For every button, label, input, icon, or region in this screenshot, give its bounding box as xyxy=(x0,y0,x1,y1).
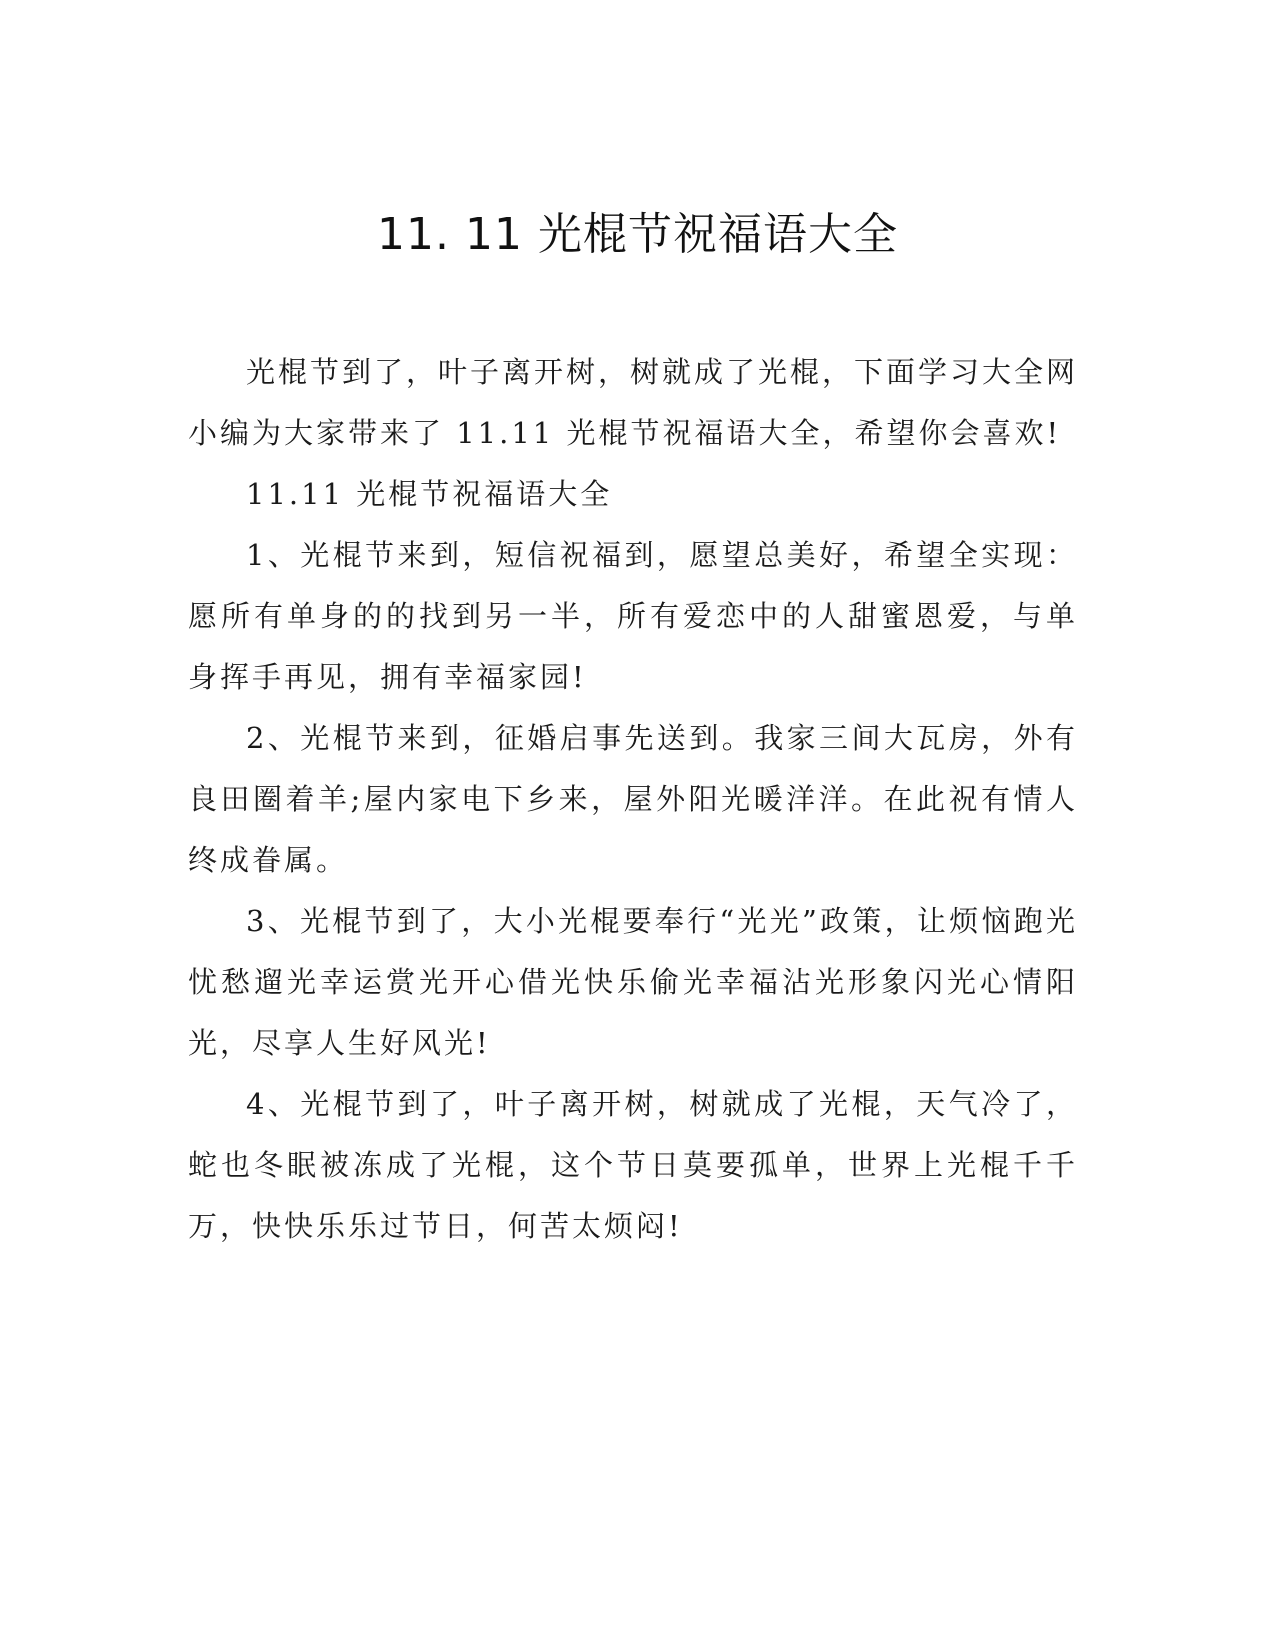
blessing-item-4: 4、光棍节到了，叶子离开树，树就成了光棍，天气冷了，蛇也冬眠被冻成了光棍，这个节日莫要孤单，世界上光棍千千万，快快乐乐过节日，何苦太烦闷! xyxy=(188,1087,1078,1243)
document-body xyxy=(188,342,1078,1257)
blessing-item-3: 3、光棍节到了，大小光棍要奉行“光光”政策，让烦恼跑光忧愁遛光幸运赏光开心借光快乐偷光幸福沾光形象闪光心情阳光，尽享人生好风光! xyxy=(188,904,1078,1060)
blessing-item-1: 1、光棍节来到，短信祝福到，愿望总美好，希望全实现：愿所有单身的的找到另一半，所有爱恋中的人甜蜜恩爱，与单身挥手再见，拥有幸福家园! xyxy=(188,538,1078,694)
document-title: 11. 11 光棍节祝福语大全 xyxy=(377,209,898,260)
intro-paragraph: 光棍节到了，叶子离开树，树就成了光棍，下面学习大全网小编为大家带来了 11.11 光棍节祝福语大全，希望你会喜欢! xyxy=(188,355,1079,450)
section-heading: 11.11 光棍节祝福语大全 xyxy=(246,477,613,511)
blessing-item-2: 2、光棍节来到，征婚启事先送到。我家三间大瓦房，外有良田圈着羊;屋内家电下乡来，屋外阳光暖洋洋。在此祝有情人终成眷属。 xyxy=(188,721,1078,877)
